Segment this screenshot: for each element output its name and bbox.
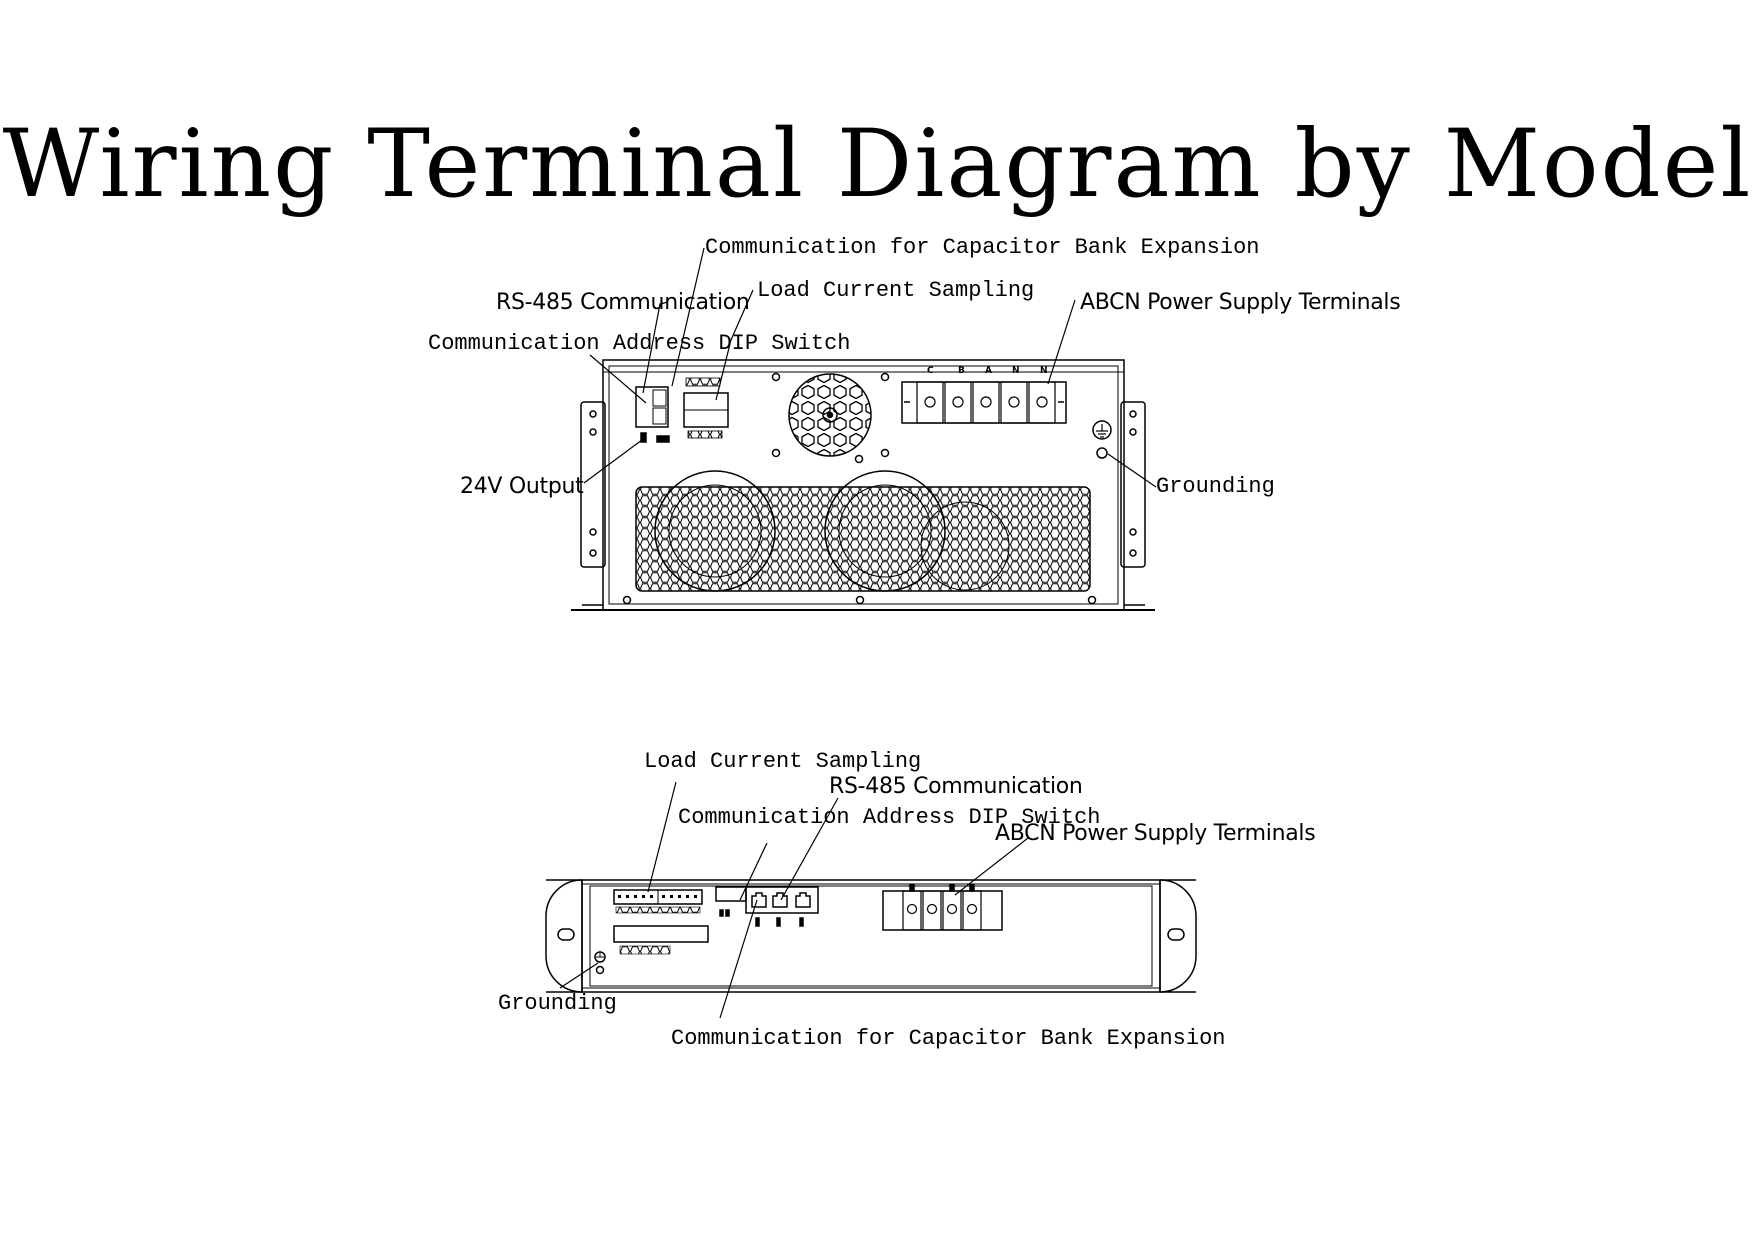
- top-load-current-label: Load Current Sampling: [757, 278, 1035, 303]
- top-rs485-port: [636, 387, 668, 427]
- top-terminal-letter-n1: N: [1012, 366, 1020, 376]
- bottom-dip-switch: [716, 887, 746, 901]
- top-terminal-letter-b: B: [958, 366, 965, 376]
- bottom-rs485-label: RS-485 Communication: [829, 774, 1083, 799]
- top-rs485-label: RS-485 Communication: [496, 290, 750, 315]
- top-terminal-letter-a: A: [985, 366, 992, 376]
- bottom-cap-bank-expansion-label: Communication for Capacitor Bank Expansion: [671, 1026, 1226, 1051]
- top-abcn-terminal-block: [902, 382, 1066, 423]
- top-cap-bank-expansion-label: Communication for Capacitor Bank Expansion: [705, 235, 1260, 260]
- bottom-left-ear: [546, 880, 582, 992]
- bottom-abcn-power-label: ABCN Power Supply Terminals: [995, 821, 1316, 846]
- bottom-chassis: [582, 880, 1160, 992]
- top-grounding-label: Grounding: [1156, 474, 1275, 499]
- bottom-grounding-label: Grounding: [498, 991, 617, 1016]
- bottom-load-current-label: Load Current Sampling: [644, 749, 922, 774]
- top-dip-switch-label: Communication Address DIP Switch: [428, 331, 851, 356]
- bottom-right-ear: [1160, 880, 1196, 992]
- top-terminal-letter-c: C: [927, 366, 934, 376]
- top-24v-output-label: 24V Output: [460, 474, 584, 499]
- top-terminal-letter-n2: N: [1040, 366, 1048, 376]
- bottom-dip-switch-label: Communication Address DIP Switch: [678, 805, 1101, 830]
- page-title: Wiring Terminal Diagram by Model: [2, 110, 1753, 219]
- top-left-bracket: [581, 402, 605, 567]
- top-abcn-power-label: ABCN Power Supply Terminals: [1080, 290, 1401, 315]
